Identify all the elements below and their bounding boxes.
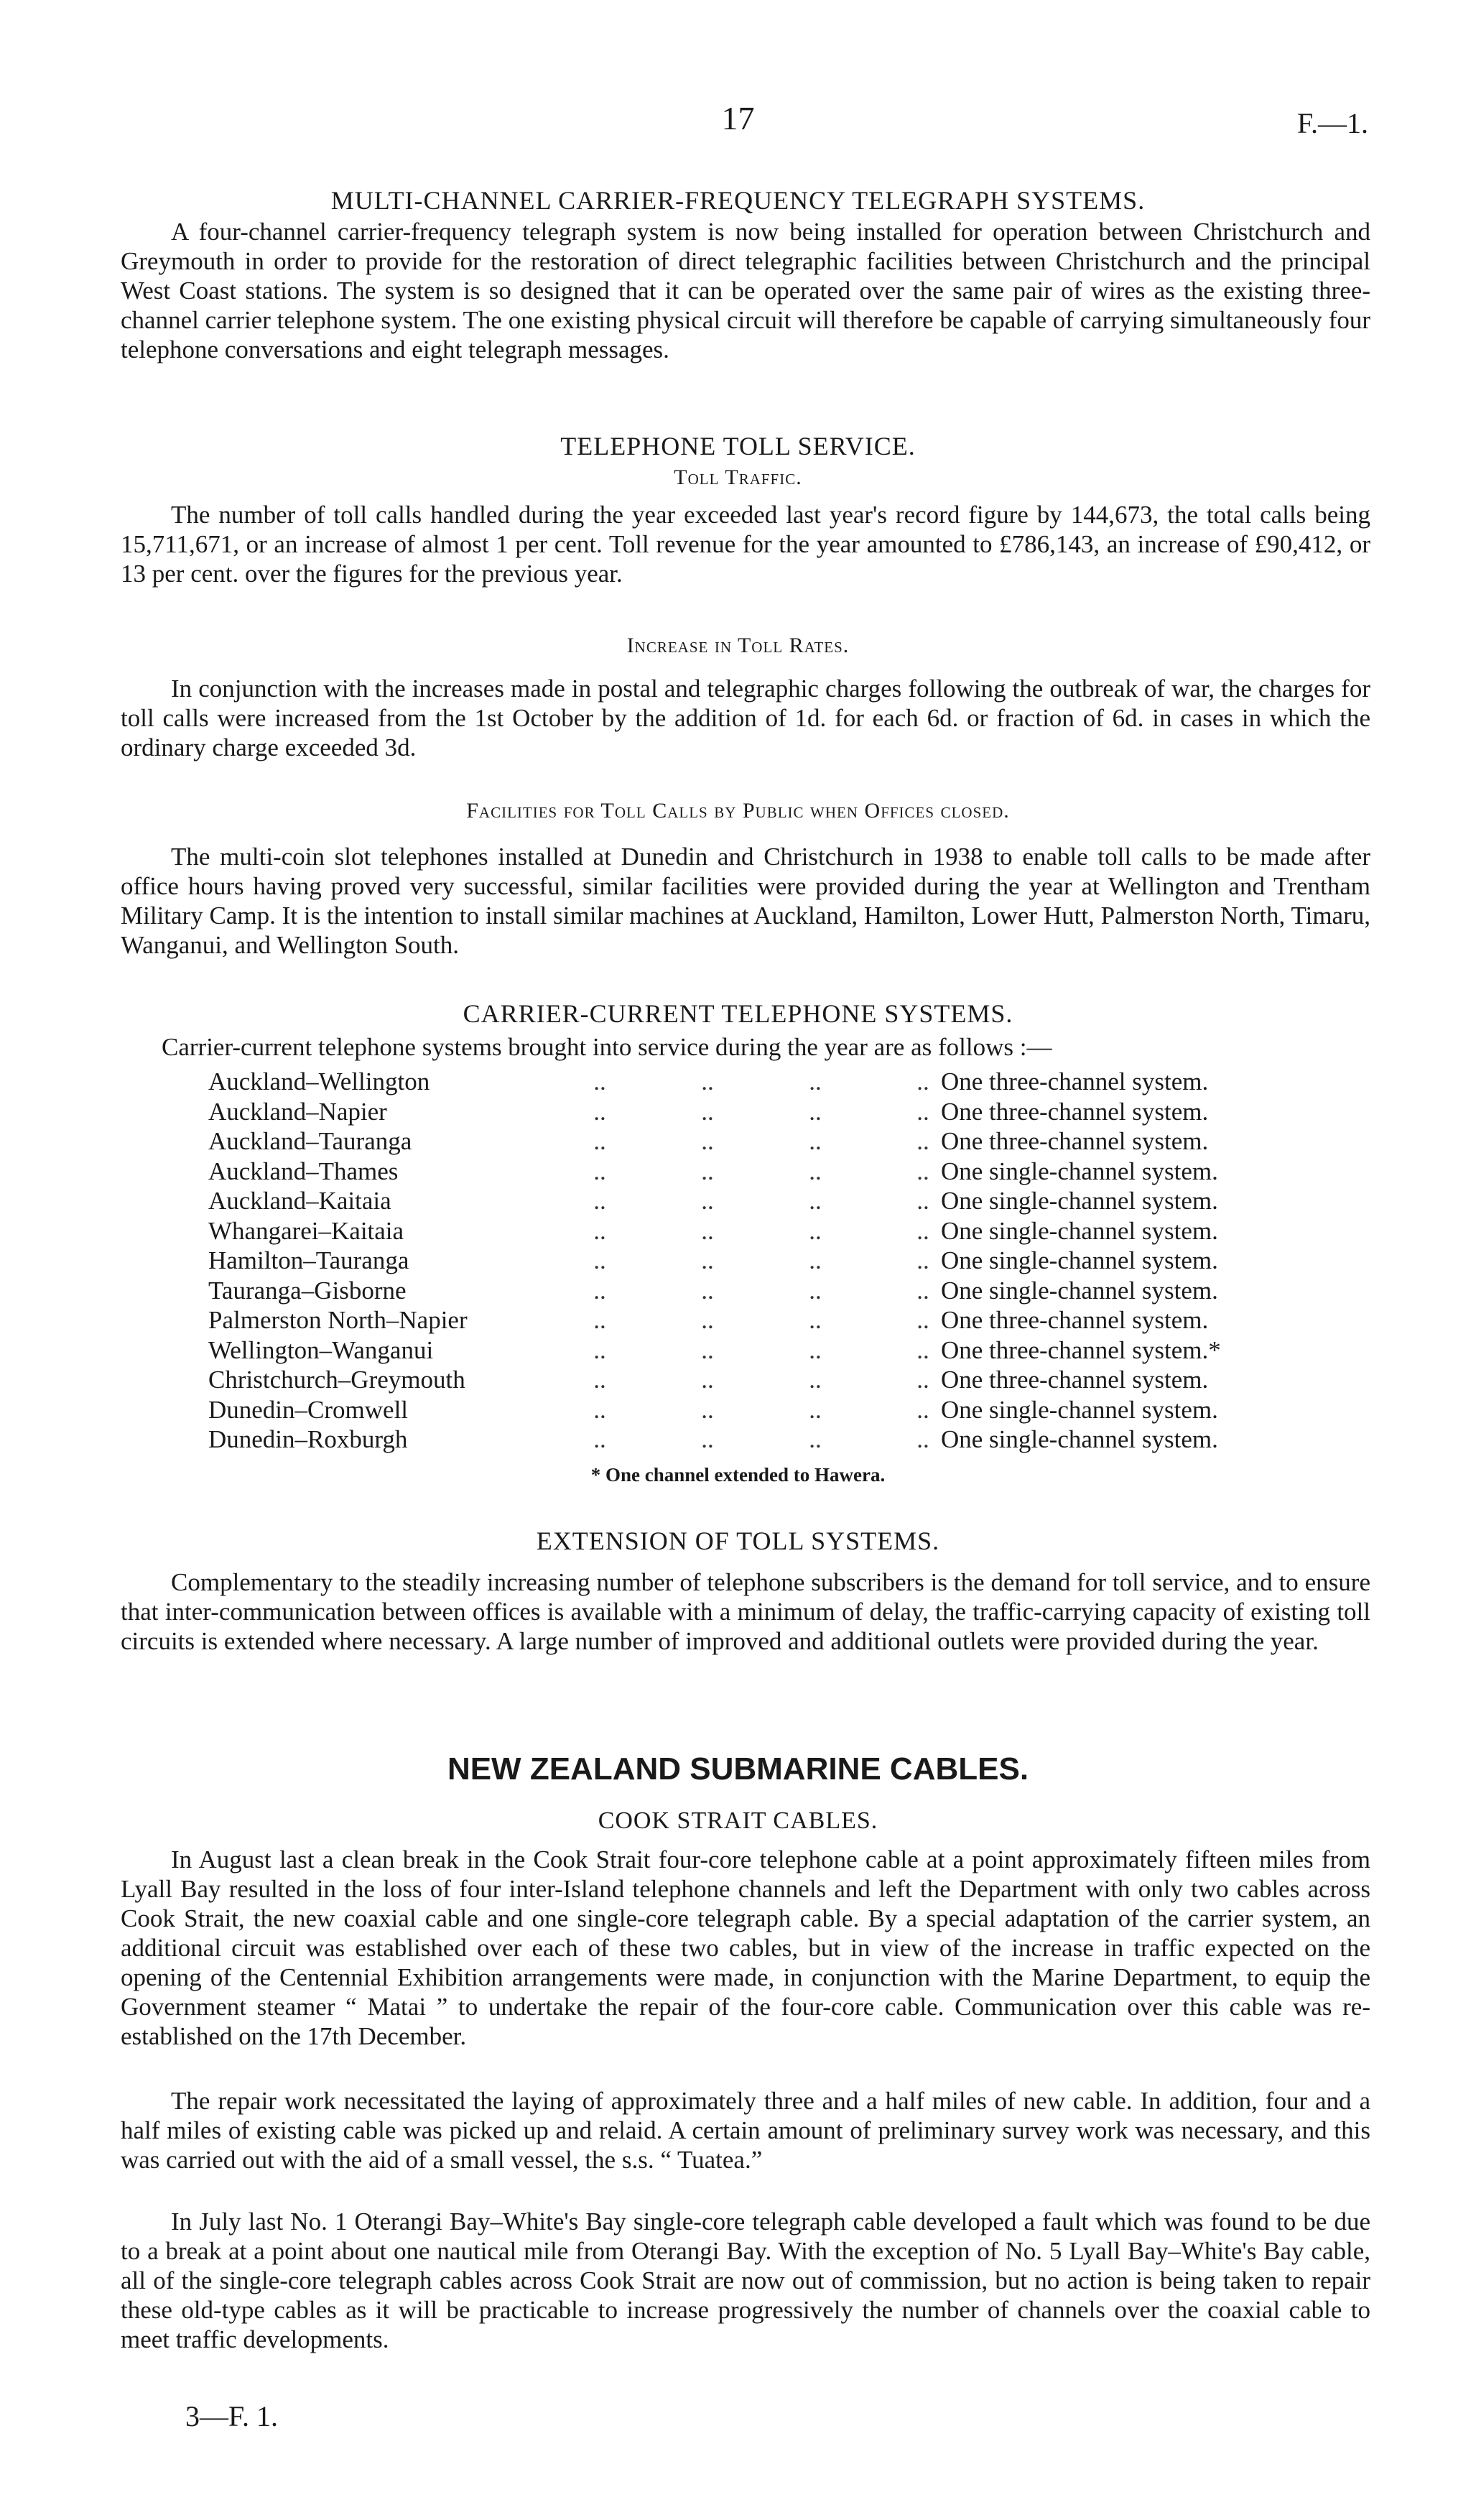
- carrier-system-row: [208, 1216, 1271, 1246]
- carrier-system-row: [208, 1305, 1271, 1335]
- subheading-toll-traffic: Toll Traffic.: [674, 465, 802, 489]
- leader-dot: ..: [593, 1097, 606, 1126]
- leader-dot: ..: [809, 1157, 822, 1185]
- leader-dot: ..: [809, 1097, 822, 1126]
- leader-dot: ..: [593, 1246, 606, 1274]
- leader-dot: ..: [593, 1366, 606, 1394]
- paragraph-multi-channel: A four-channel carrier-frequency telegraph system is now being installed for operation between Christchurch and Greymouth in order to provide for the restoration of direct telegraphic facilities between Christchurch and the principal West Coast stations. The system is so designed that it can be operated over the same pair of wires as the existing three-channel carrier telephone system. The one existing physical circuit will therefore be capable of carrying simultaneously four telephone conversations and eight telegraph messages.: [121, 218, 1370, 363]
- heading-submarine-cables: NEW ZEALAND SUBMARINE CABLES.: [447, 1751, 1029, 1787]
- leader-dot: ..: [593, 1335, 606, 1364]
- paragraph-cook-strait-2: The repair work necessitated the laying of approximately three and a half miles of new cable. In addition, four and a half miles of existing cable was picked up and relaid. A certain amount of preliminary survey work was necessary, and this was carried out with the aid of a small vessel, the s.s. “ Tuatea.”: [121, 2087, 1370, 2174]
- leader-dot: ..: [593, 1306, 606, 1334]
- carrier-system-description: One three-channel system.: [941, 1366, 1209, 1394]
- carrier-system-description: One single-channel system.: [941, 1216, 1218, 1245]
- carrier-system-description: One single-channel system.: [941, 1157, 1218, 1185]
- leader-dot: ..: [916, 1067, 929, 1095]
- leader-dot: ..: [809, 1276, 822, 1305]
- carrier-system-route: Dunedin–Roxburgh: [208, 1425, 408, 1453]
- carrier-system-row: [208, 1246, 1271, 1276]
- carrier-system-description: One single-channel system.: [941, 1395, 1218, 1424]
- leader-dot: ..: [593, 1157, 606, 1185]
- heading-extension-toll: EXTENSION OF TOLL SYSTEMS.: [536, 1527, 940, 1555]
- carrier-system-route: Auckland–Wellington: [208, 1067, 430, 1095]
- leader-dot: ..: [701, 1127, 714, 1155]
- leader-dot: ..: [916, 1097, 929, 1126]
- carrier-system-description: One three-channel system.: [941, 1127, 1209, 1155]
- carrier-system-route: Auckland–Tauranga: [208, 1127, 412, 1155]
- paragraph-public-facilities: The multi-coin slot telephones installed at Dunedin and Christchurch in 1938 to enable toll calls to be made after office hours having proved very successful, similar facilities were provided during the year at Wellington and Trentham Military Camp. It is the intention to install similar machines at Auckland, Hamilton, Lower Hutt, Palmerston North, Timaru, Wanganui, and Wellington South.: [121, 843, 1370, 959]
- leader-dot: ..: [701, 1335, 714, 1364]
- heading-multi-channel: MULTI-CHANNEL CARRIER-FREQUENCY TELEGRAPH SYSTEMS.: [330, 186, 1146, 215]
- leader-dot: ..: [701, 1395, 714, 1424]
- paragraph-cook-strait-1: In August last a clean break in the Cook Strait four-core telephone cable at a point approximately fifteen miles from Lyall Bay resulted in the loss of four inter-Island telephone channels and left the Department with only two cables across Cook Strait, the new coaxial cable and one single-core telegraph cable. By a special adaptation of the carrier system, an additional circuit was established over each of these two cables, but in view of the increase in traffic expected on the opening of the Centennial Exhibition arrangements were made, in conjunction with the Marine Department, to equip the Government steamer “ Matai ” to undertake the repair of the four-core cable. Communication over this cable was re-established on the 17th December.: [121, 1845, 1370, 2050]
- leader-dot: ..: [701, 1366, 714, 1394]
- carrier-system-row: [208, 1395, 1271, 1425]
- leader-dot: ..: [593, 1395, 606, 1424]
- heading-carrier-current: CARRIER-CURRENT TELEPHONE SYSTEMS.: [463, 999, 1013, 1028]
- carrier-system-description: One three-channel system.: [941, 1067, 1209, 1095]
- leader-dot: ..: [809, 1425, 822, 1453]
- leader-dot: ..: [701, 1306, 714, 1334]
- leader-dot: ..: [809, 1335, 822, 1364]
- leader-dot: ..: [593, 1276, 606, 1305]
- carrier-system-description: One single-channel system.: [941, 1276, 1218, 1305]
- leader-dot: ..: [701, 1187, 714, 1215]
- subheading-cook-strait: COOK STRAIT CABLES.: [598, 1807, 878, 1834]
- leader-dot: ..: [593, 1127, 606, 1155]
- carrier-system-route: Auckland–Napier: [208, 1097, 387, 1126]
- leader-dot: ..: [916, 1127, 929, 1155]
- carrier-system-row: [208, 1276, 1271, 1306]
- carrier-systems-list: [208, 1067, 1271, 1455]
- paragraph-cook-strait-3: In July last No. 1 Oterangi Bay–White's Bay single-core telegraph cable developed a fault which was found to be due to a break at a point about one nautical mile from Oterangi Bay. With the exception of No. 5 Lyall Bay–White's Bay cable, all of the single-core telegraph cables across Cook Strait are now out of commission, but no action is being taken to repair these old-type cables as it will be practicable to increase progressively the number of channels over the coaxial cable to meet traffic developments.: [121, 2208, 1370, 2353]
- carrier-system-row: [208, 1067, 1271, 1097]
- leader-dot: ..: [916, 1276, 929, 1305]
- carrier-system-route: Whangarei–Kaitaia: [208, 1216, 404, 1245]
- leader-dot: ..: [809, 1187, 822, 1215]
- page-signature: 3—F. 1.: [185, 2400, 279, 2432]
- leader-dot: ..: [916, 1335, 929, 1364]
- leader-dot: ..: [809, 1067, 822, 1095]
- leader-dot: ..: [809, 1127, 822, 1155]
- carrier-system-route: Auckland–Kaitaia: [208, 1187, 391, 1215]
- leader-dot: ..: [809, 1246, 822, 1274]
- carrier-system-route: Palmerston North–Napier: [208, 1306, 468, 1334]
- leader-dot: ..: [593, 1187, 606, 1215]
- leader-dot: ..: [593, 1425, 606, 1453]
- leader-dot: ..: [916, 1216, 929, 1245]
- carrier-system-row: [208, 1425, 1271, 1455]
- leader-dot: ..: [809, 1306, 822, 1334]
- leader-dot: ..: [916, 1395, 929, 1424]
- carrier-system-route: Hamilton–Tauranga: [208, 1246, 409, 1274]
- carrier-system-description: One three-channel system.: [941, 1097, 1209, 1126]
- carrier-system-row: [208, 1335, 1271, 1366]
- carrier-system-row: [208, 1365, 1271, 1395]
- leader-dot: ..: [701, 1097, 714, 1126]
- leader-dot: ..: [809, 1366, 822, 1394]
- paragraph-extension-toll: Complementary to the steadily increasing number of telephone subscribers is the demand for toll service, and to ensure that inter-communication between offices is available with a minimum of delay, the traffic-carrying capacity of existing toll circuits is extended where necessary. A large number of improved and additional outlets were provided during the year.: [121, 1568, 1370, 1655]
- carrier-system-description: One three-channel system.*: [941, 1335, 1221, 1364]
- leader-dot: ..: [701, 1067, 714, 1095]
- leader-dot: ..: [916, 1246, 929, 1274]
- carrier-system-route: Dunedin–Cromwell: [208, 1395, 409, 1424]
- carrier-system-description: One single-channel system.: [941, 1246, 1218, 1274]
- leader-dot: ..: [916, 1366, 929, 1394]
- leader-dot: ..: [701, 1216, 714, 1245]
- leader-dot: ..: [916, 1425, 929, 1453]
- carrier-system-row: [208, 1097, 1271, 1127]
- leader-dot: ..: [701, 1276, 714, 1305]
- subheading-toll-rates: Increase in Toll Rates.: [626, 634, 850, 657]
- leader-dot: ..: [593, 1216, 606, 1245]
- carrier-system-route: Auckland–Thames: [208, 1157, 399, 1185]
- leader-dot: ..: [593, 1067, 606, 1095]
- subheading-public-facilities: Facilities for Toll Calls by Public when Offices closed.: [466, 799, 1010, 823]
- leader-dot: ..: [916, 1157, 929, 1185]
- carrier-system-row: [208, 1186, 1271, 1216]
- carrier-system-description: One single-channel system.: [941, 1425, 1218, 1453]
- carrier-system-row: [208, 1126, 1271, 1157]
- paragraph-toll-rates: In conjunction with the increases made in postal and telegraphic charges following the outbreak of war, the charges for toll calls were increased from the 1st October by the addition of 1d. for each 6d. or fraction of 6d. in cases in which the ordinary charge exceeded 3d.: [121, 675, 1370, 761]
- footnote: * One channel extended to Hawera.: [590, 1464, 886, 1486]
- carrier-system-description: One single-channel system.: [941, 1187, 1218, 1215]
- heading-telephone-toll: TELEPHONE TOLL SERVICE.: [560, 432, 916, 460]
- carrier-system-route: Wellington–Wanganui: [208, 1335, 434, 1364]
- leader-dot: ..: [701, 1246, 714, 1274]
- leader-dot: ..: [916, 1306, 929, 1334]
- carrier-system-route: Tauranga–Gisborne: [208, 1276, 407, 1305]
- carrier-system-row: [208, 1157, 1271, 1187]
- leader-dot: ..: [809, 1395, 822, 1424]
- leader-dot: ..: [701, 1425, 714, 1453]
- page-number: 17: [721, 100, 755, 136]
- leader-dot: ..: [916, 1187, 929, 1215]
- carrier-system-description: One three-channel system.: [941, 1306, 1209, 1334]
- paragraph-toll-traffic: The number of toll calls handled during the year exceeded last year's record figure by 144,673, the total calls being 15,711,671, or an increase of almost 1 per cent. Toll revenue for the year amounted to £786,143, an increase of £90,412, or 13 per cent. over the figures for the previous year.: [121, 501, 1370, 588]
- leader-dot: ..: [809, 1216, 822, 1245]
- carrier-system-route: Christchurch–Greymouth: [208, 1366, 465, 1394]
- document-reference: F.—1.: [1296, 107, 1368, 139]
- leader-dot: ..: [701, 1157, 714, 1185]
- carrier-current-lead: Carrier-current telephone systems brought into service during the year are as follows :—: [162, 1033, 1052, 1061]
